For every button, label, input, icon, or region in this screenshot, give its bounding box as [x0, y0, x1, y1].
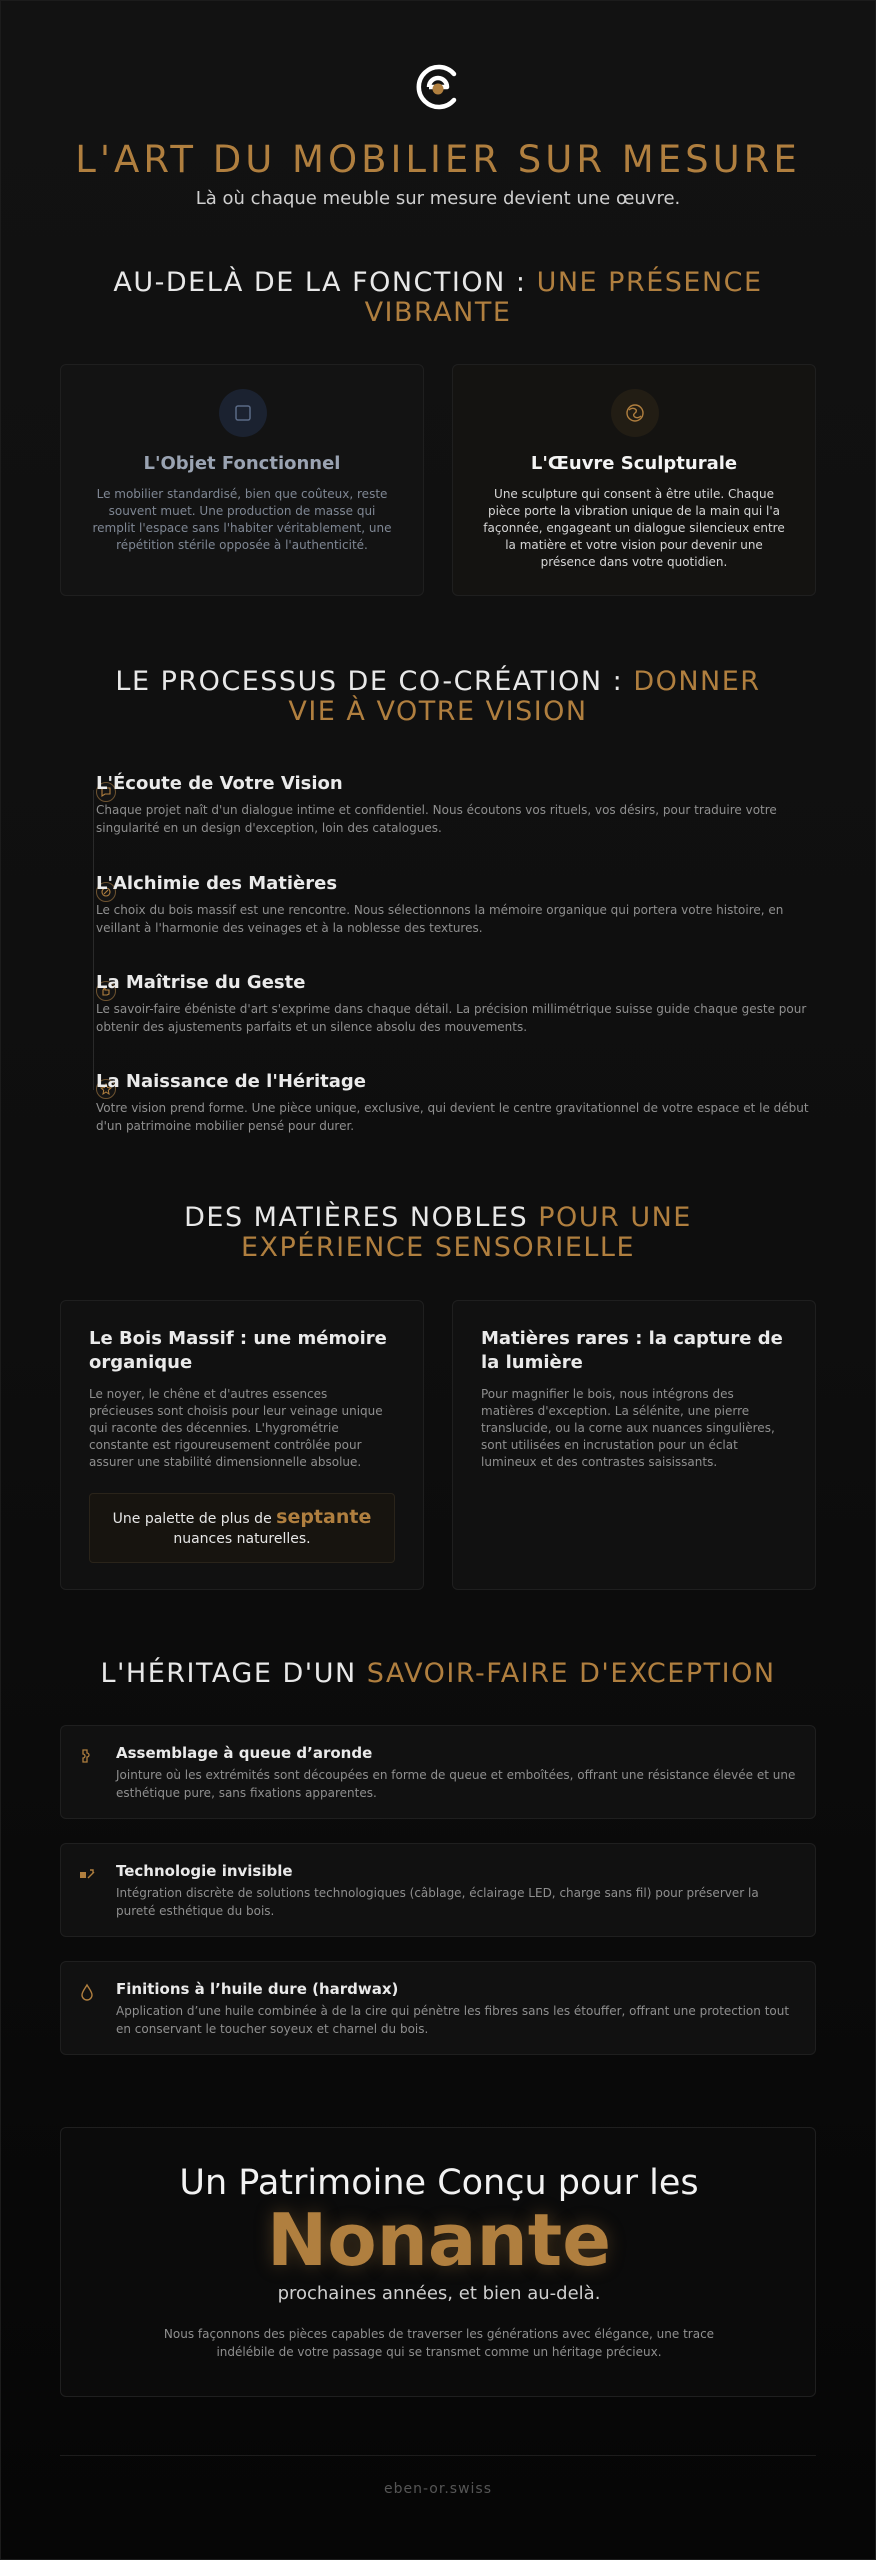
- puzzle-icon: [77, 1746, 97, 1766]
- section-title-process: [90, 667, 786, 727]
- card-objet-fonctionnel: [60, 364, 424, 596]
- patrimoine-box: [60, 2127, 816, 2397]
- square-icon: [219, 389, 267, 437]
- footer-divider: [60, 2455, 816, 2456]
- footer-domain-link[interactable]: eben-or.swiss: [383, 2481, 492, 2497]
- step-text: Le choix du bois massif est une rencontre. Nous sélectionnons la mémoire organique qui portera votre histoire, en veillant à l'harmonie des veinages et à la noblesse des textures.: [96, 903, 784, 935]
- step-text: Le savoir-faire ébéniste d'art s'exprime dans chaque détail. La précision millimétrique suisse guide chaque geste pour obtenir des ajustements parfaits et un silence absolu des mouvements.: [96, 1002, 807, 1034]
- step-title: L'Écoute de Votre Vision: [96, 773, 343, 794]
- section-title-main: DES MATIÈRES NOBLES: [184, 1202, 539, 1233]
- palette-number: septante: [276, 1506, 372, 1528]
- card-text: Le noyer, le chêne et d'autres essences précieuses sont choisis pour leur veinage unique qui raconte des décennies. L'hygrométrie constante est rigoureusement contrôlée pour assurer une stabilité dimensionnelle absolue.: [89, 1387, 383, 1469]
- page-subtitle: Là où chaque meuble sur mesure devient une œuvre.: [195, 188, 681, 209]
- tools-icon: [77, 1864, 97, 1884]
- card-title: Le Bois Massif : une mémoire organique: [89, 1328, 387, 1373]
- card-bois-massif: [60, 1300, 424, 1590]
- heritage-item: [60, 1725, 816, 1819]
- palette-text-before: Une palette de plus de: [112, 1511, 277, 1527]
- section-title-heritage: [90, 1659, 786, 1689]
- section-title-main: LE PROCESSUS DE CO-CRÉATION :: [115, 666, 634, 697]
- section-title-fonction: [90, 268, 786, 328]
- heritage-text: Jointure où les extrémités sont découpées en forme de queue et emboîtées, offrant une résistance élevée et une esthétique pure, sans fixations apparentes.: [116, 1768, 796, 1800]
- step-text: Votre vision prend forme. Une pièce unique, exclusive, qui devient le centre gravitationnel de votre espace et le début d'un patrimoine mobilier pensé pour durer.: [96, 1101, 809, 1133]
- logo-icon: [413, 62, 463, 112]
- page-title: L'ART DU MOBILIER SUR MESURE: [75, 138, 801, 181]
- card-text: Le mobilier standardisé, bien que coûteux, reste souvent muet. Une production de masse qui remplit l'espace sans l'habiter véritablement, une répétition stérile opposée à l'authenticité.: [92, 487, 392, 552]
- drop-icon: [77, 1982, 97, 2002]
- section-title-accent: SAVOIR-FAIRE D'EXCEPTION: [366, 1658, 776, 1689]
- step-title: La Naissance de l'Héritage: [96, 1071, 366, 1092]
- card-text: Une sculpture qui consent à être utile. Chaque pièce porte la vibration unique de la main qui l'a façonnée, engageant un dialogue silencieux entre la matière et votre vision pour devenir une présence dans votre quotidien.: [483, 487, 785, 569]
- card-oeuvre-sculpturale: [452, 364, 816, 596]
- section-title-accent: POUR UNE EXPÉRIENCE SENSORIELLE: [240, 1202, 692, 1263]
- card-title: L'Objet Fonctionnel: [143, 453, 341, 474]
- patrimoine-heading: Un Patrimoine Conçu pour les: [179, 2163, 699, 2203]
- card-text: Pour magnifier le bois, nous intégrons des matières d'exception. La sélénite, une pierre translucide, ou la corne aux nuances singulières, sont utilisées en incrustation pour un éclat lumineux et des contrastes saisissants.: [481, 1387, 775, 1469]
- heritage-title: Finitions à l’huile dure (hardwax): [116, 1980, 399, 1998]
- timeline-line: [93, 790, 94, 1090]
- heritage-text: Intégration discrète de solutions technologiques (câblage, éclairage LED, charge sans fil) pour préserver la pureté esthétique du bois.: [116, 1886, 759, 1918]
- step-title: La Maîtrise du Geste: [96, 972, 306, 993]
- card-title: L'Œuvre Sculpturale: [530, 453, 738, 474]
- section-title-main: L'HÉRITAGE D'UN: [100, 1658, 367, 1689]
- section-title-main: AU-DELÀ DE LA FONCTION :: [113, 267, 537, 298]
- heritage-title: Technologie invisible: [116, 1862, 293, 1880]
- section-title-matieres: [90, 1203, 786, 1263]
- section-title-accent: DONNER VIE À VOTRE VISION: [288, 666, 761, 727]
- palette-highlight: [89, 1493, 395, 1563]
- patrimoine-subheading: prochaines années, et bien au-delà.: [277, 2283, 601, 2304]
- heritage-item: [60, 1843, 816, 1937]
- section-title-accent: UNE PRÉSENCE VIBRANTE: [364, 267, 763, 328]
- heritage-text: Application d’une huile combinée à de la cire qui pénètre les fibres sans les étouffer, offrant une protection tout en conservant le toucher soyeux et charnel du bois.: [116, 2004, 790, 2036]
- patrimoine-text: Nous façonnons des pièces capables de traverser les générations avec élégance, une trace indélébile de votre passage qui se transmet comme un héritage précieux.: [163, 2327, 715, 2359]
- card-title: Matières rares : la capture de la lumière: [481, 1328, 783, 1373]
- step-text: Chaque projet naît d'un dialogue intime et confidentiel. Nous écoutons vos rituels, vos désirs, pour traduire votre singularité en un design d'exception, loin des catalogues.: [96, 803, 777, 835]
- step-title: L'Alchimie des Matières: [96, 873, 338, 894]
- swirl-icon: [611, 389, 659, 437]
- patrimoine-number: Nonante: [266, 2198, 612, 2282]
- heritage-title: Assemblage à queue d’aronde: [116, 1744, 373, 1762]
- palette-text-after: nuances naturelles.: [173, 1531, 311, 1547]
- heritage-item: [60, 1961, 816, 2055]
- card-matieres-rares: [452, 1300, 816, 1590]
